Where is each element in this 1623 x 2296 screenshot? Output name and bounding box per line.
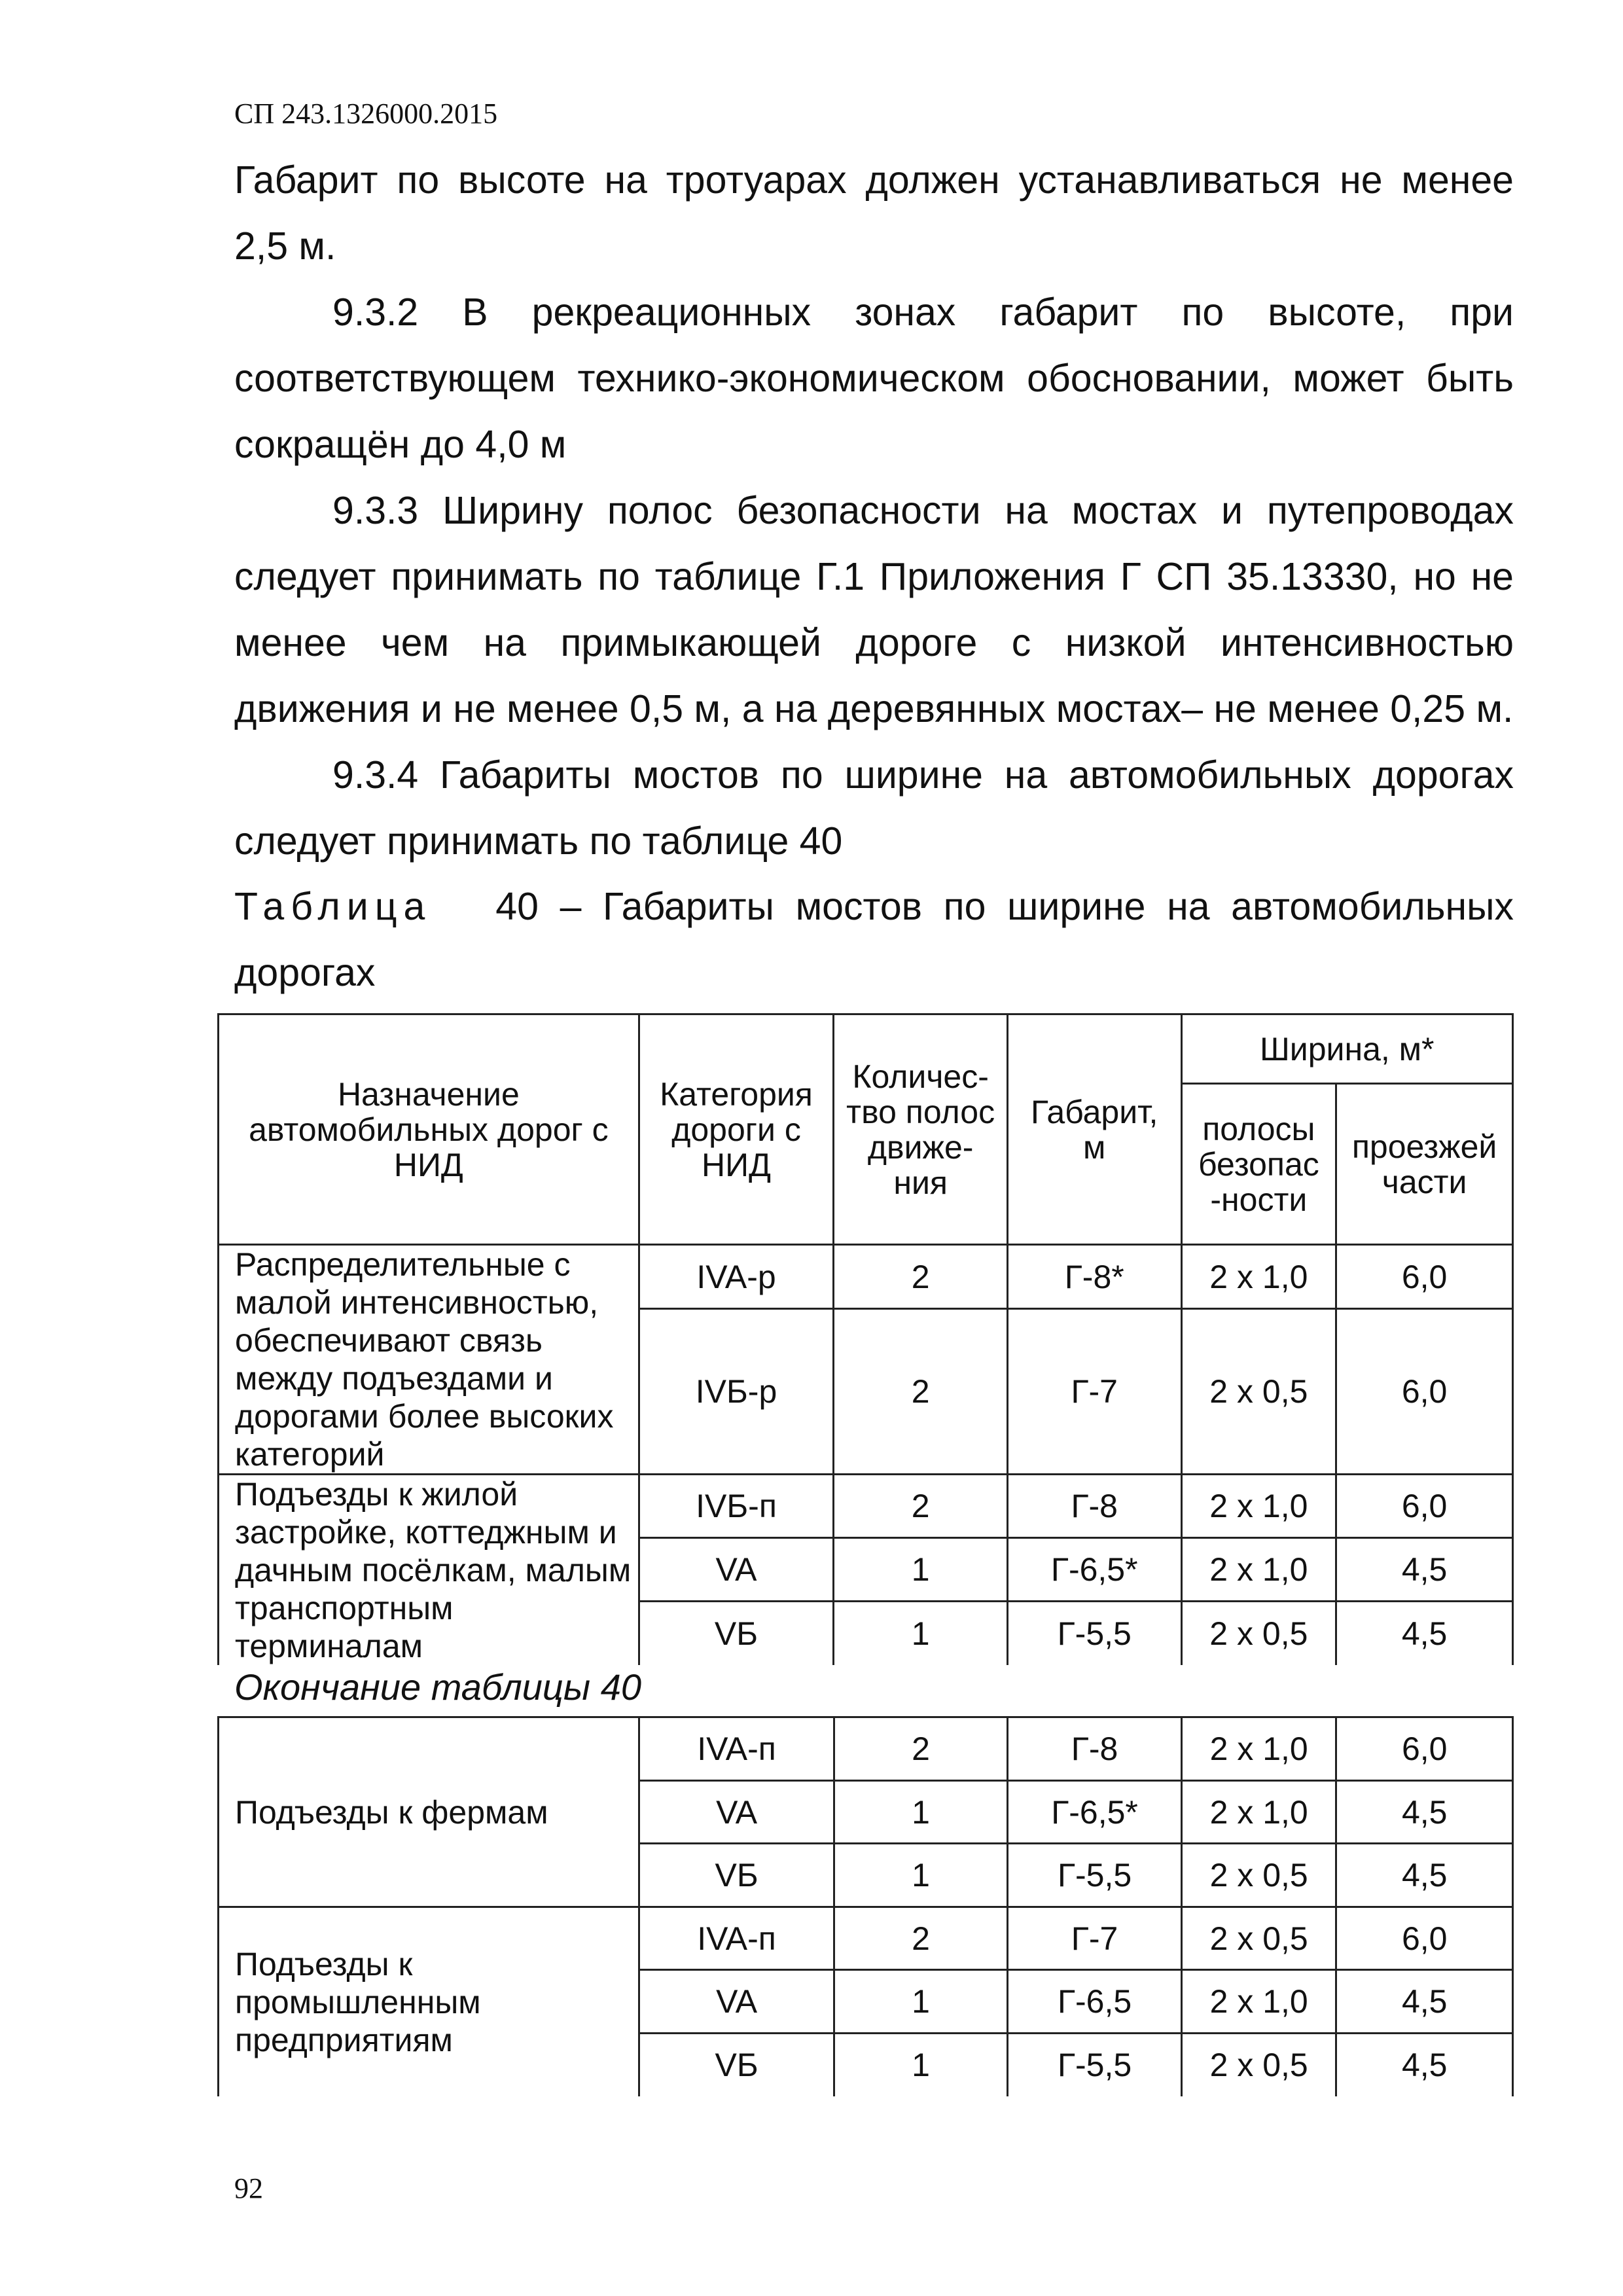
cell-clearance: Г-7	[1007, 1309, 1181, 1475]
cell-carriageway-width: 4,5	[1336, 1602, 1513, 1665]
cell-category: VБ	[639, 2034, 834, 2096]
row-group-purpose: Распределительные с малой интенсивностью, обеспечивают связь между подъездами и дорогами более высоких категорий	[219, 1245, 639, 1475]
paragraph-9-3-3	[234, 478, 1514, 742]
cell-lanes: 1	[834, 1970, 1007, 2034]
cell-clearance: Г-5,5	[1008, 2034, 1182, 2096]
table-caption-line: дорогах	[234, 951, 376, 994]
cell-carriageway-width: 4,5	[1336, 1781, 1513, 1844]
header-lanes: Количес-тво полос движе-ния	[834, 1014, 1008, 1245]
cell-clearance: Г-8*	[1007, 1245, 1181, 1309]
cell-category: VБ	[639, 1844, 834, 1907]
paragraph-9-3-2	[234, 279, 1514, 478]
cell-safety-width: 2 х 1,0	[1181, 1538, 1336, 1602]
cell-category: IVA-п	[639, 1907, 834, 1970]
cell-safety-width: 2 х 0,5	[1181, 1907, 1336, 1970]
cell-carriageway-width: 6,0	[1336, 1245, 1513, 1309]
table-caption-title: 40 – Габариты мостов по ширине на автомобильных	[495, 885, 1514, 928]
cell-safety-width: 2 х 1,0	[1181, 1781, 1336, 1844]
row-group-purpose: Подъезды к промышленным предприятиям	[219, 1907, 639, 2096]
table-caption-line	[234, 874, 1514, 940]
text-line: следует принимать по таблице 40	[234, 819, 843, 863]
cell-lanes: 2	[834, 1717, 1007, 1781]
table-caption-label: Таблица	[234, 885, 432, 928]
cell-safety-width: 2 х 0,5	[1181, 1309, 1336, 1475]
table-row	[219, 1245, 1513, 1309]
cell-carriageway-width: 6,0	[1336, 1309, 1513, 1475]
table-40-part2	[217, 1716, 1514, 2096]
cell-category: IVБ-п	[639, 1475, 834, 1538]
cell-clearance: Г-5,5	[1007, 1602, 1181, 1665]
cell-safety-width: 2 х 1,0	[1181, 1475, 1336, 1538]
text-line: 9.3.4 Габариты мостов по ширине на автомобильных дорогах	[332, 753, 1514, 797]
cell-category: IVA-п	[639, 1717, 834, 1781]
cell-category: IVБ-р	[639, 1309, 834, 1475]
cell-lanes: 1	[834, 2034, 1007, 2096]
cell-clearance: Г-5,5	[1008, 1844, 1182, 1907]
cell-lanes: 1	[834, 1844, 1007, 1907]
table-header-row	[219, 1014, 1513, 1084]
cell-lanes: 2	[834, 1475, 1008, 1538]
cell-clearance: Г-8	[1008, 1717, 1182, 1781]
header-category: Категория дороги с НИД	[639, 1014, 834, 1245]
cell-carriageway-width: 6,0	[1336, 1907, 1513, 1970]
cell-category: IVA-р	[639, 1245, 834, 1309]
cell-lanes: 2	[834, 1245, 1008, 1309]
table-row	[219, 1475, 1513, 1538]
text-line: 2,5 м.	[234, 224, 336, 268]
cell-lanes: 1	[834, 1781, 1007, 1844]
cell-category: VA	[639, 1538, 834, 1602]
text-line: Габарит по высоте на тротуарах должен устанавливаться не менее	[234, 158, 1514, 202]
cell-lanes: 1	[834, 1602, 1008, 1665]
cell-category: VA	[639, 1970, 834, 2034]
table-row	[219, 1907, 1513, 1970]
text-line: 9.3.2 В рекреационных зонах габарит по высоте, при	[332, 291, 1514, 334]
table-40-part1	[217, 1013, 1514, 1665]
cell-category: VA	[639, 1781, 834, 1844]
paragraph-sidewalk-clearance	[234, 147, 1514, 279]
header-clearance: Габарит, м	[1007, 1014, 1181, 1245]
cell-clearance: Г-8	[1007, 1475, 1181, 1538]
cell-clearance: Г-6,5	[1008, 1970, 1182, 2034]
document-code-header: СП 243.1326000.2015	[234, 98, 498, 130]
table-continuation-title: Окончание таблицы 40	[234, 1666, 641, 1708]
cell-clearance: Г-7	[1008, 1907, 1182, 1970]
cell-carriageway-width: 6,0	[1336, 1475, 1513, 1538]
table-row	[219, 1717, 1513, 1781]
cell-safety-width: 2 х 1,0	[1181, 1970, 1336, 2034]
text-line: следует принимать по таблице Г.1 Приложения Г СП 35.13330, но не	[234, 555, 1514, 598]
cell-lanes: 1	[834, 1538, 1008, 1602]
header-purpose: Назначение автомобильных дорог с НИД	[219, 1014, 639, 1245]
row-group-purpose: Подъезды к жилой застройке, коттеджным и дачным посёлкам, малым транспортным терминалам	[219, 1475, 639, 1666]
cell-carriageway-width: 4,5	[1336, 1538, 1513, 1602]
cell-safety-width: 2 х 0,5	[1181, 1844, 1336, 1907]
cell-safety-width: 2 х 0,5	[1181, 1602, 1336, 1665]
cell-clearance: Г-6,5*	[1008, 1781, 1182, 1844]
paragraph-9-3-4	[234, 742, 1514, 874]
header-safety-lanes: полосы безопас -ности	[1181, 1084, 1336, 1245]
cell-safety-width: 2 х 1,0	[1181, 1717, 1336, 1781]
text-line: сокращён до 4,0 м	[234, 423, 567, 466]
cell-safety-width: 2 х 0,5	[1181, 2034, 1336, 2096]
cell-lanes: 2	[834, 1907, 1007, 1970]
cell-safety-width: 2 х 1,0	[1181, 1245, 1336, 1309]
text-line: соответствующем технико-экономическом обосновании, может быть	[234, 357, 1514, 400]
cell-lanes: 2	[834, 1309, 1008, 1475]
text-line: движения и не менее 0,5 м, а на деревянных мостах– не менее 0,25 м.	[234, 687, 1514, 730]
cell-carriageway-width: 4,5	[1336, 1844, 1513, 1907]
cell-carriageway-width: 4,5	[1336, 2034, 1513, 2096]
header-width: Ширина, м*	[1181, 1014, 1513, 1084]
cell-carriageway-width: 4,5	[1336, 1970, 1513, 2034]
page-number: 92	[234, 2172, 263, 2204]
cell-category: VБ	[639, 1602, 834, 1665]
text-line: 9.3.3 Ширину полос безопасности на мостах и путепроводах	[332, 489, 1514, 532]
row-group-purpose: Подъезды к фермам	[219, 1717, 639, 1907]
cell-clearance: Г-6,5*	[1007, 1538, 1181, 1602]
header-carriageway: проезжей части	[1336, 1084, 1513, 1245]
cell-carriageway-width: 6,0	[1336, 1717, 1513, 1781]
table-caption	[234, 874, 1514, 1006]
text-line: менее чем на примыкающей дороге с низкой интенсивностью	[234, 621, 1514, 664]
